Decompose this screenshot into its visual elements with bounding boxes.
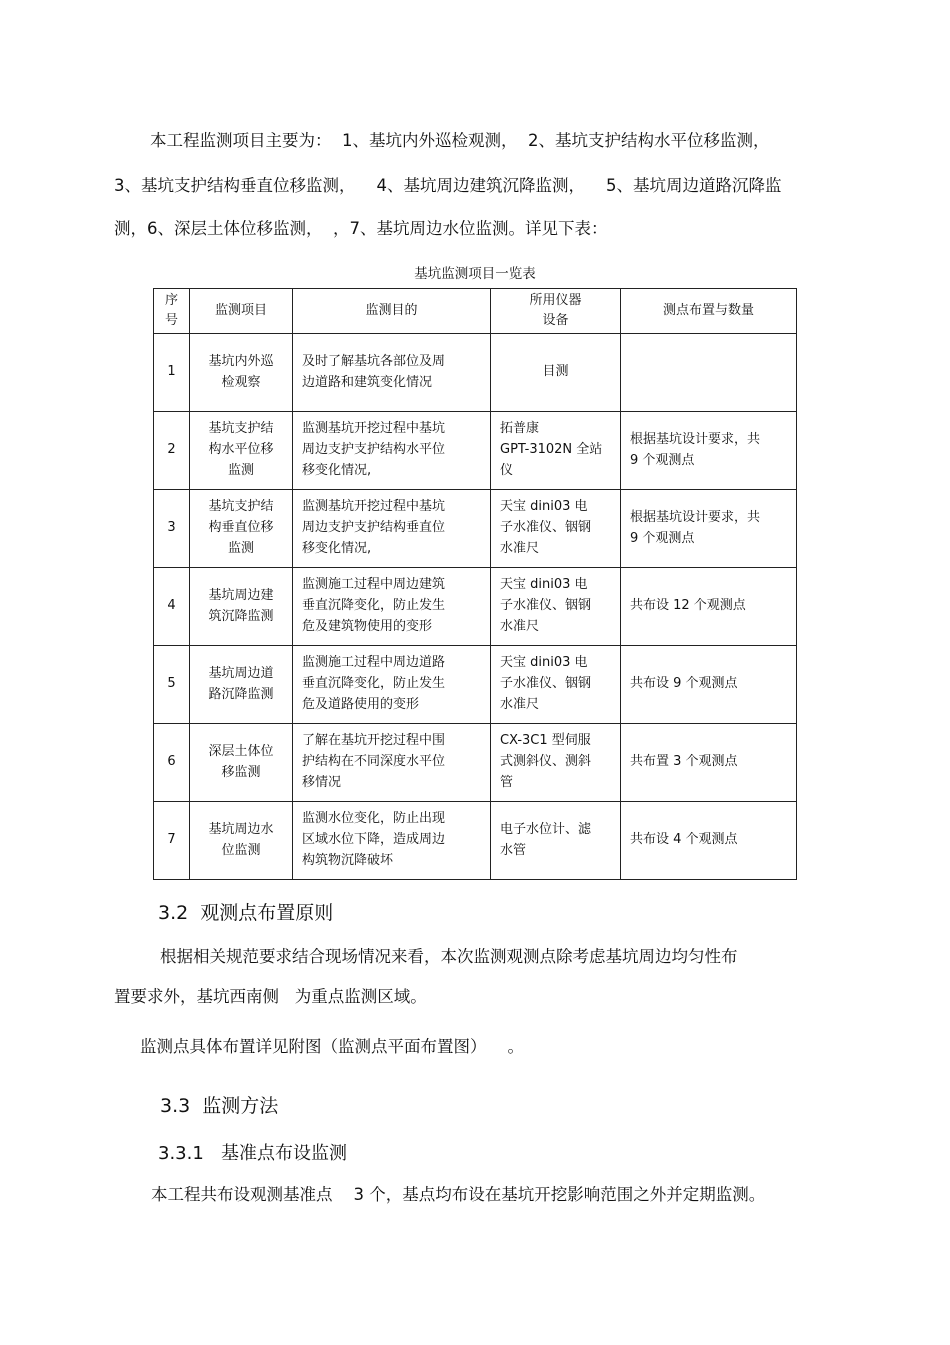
- cell-item: 基坑周边建 筑沉降监测: [190, 568, 293, 646]
- cell-instrument: 天宝 dini03 电 子水准仪、铟钢 水准尺: [491, 646, 621, 724]
- header-index: 序 号: [154, 289, 190, 334]
- monitoring-items-table: [153, 288, 797, 880]
- cell-instrument: 拓普康 GPT-3102N 全站 仪: [491, 412, 621, 490]
- cell-instrument: 天宝 dini03 电 子水准仪、铟钢 水准尺: [491, 568, 621, 646]
- cell-purpose: 监测基坑开挖过程中基坑 周边支护支护结构水平位 移变化情况,: [293, 412, 491, 490]
- cell-points: 共布设 12 个观测点: [621, 568, 797, 646]
- header-item: 监测项目: [190, 289, 293, 334]
- section-3-3-1-heading: 3.3.1 基准点布设监测: [158, 1143, 347, 1164]
- cell-index: 5: [154, 646, 190, 724]
- cell-points: 根据基坑设计要求，共 9 个观测点: [621, 490, 797, 568]
- cell-purpose: 及时了解基坑各部位及周 边道路和建筑变化情况: [293, 334, 491, 412]
- cell-item: 基坑内外巡 检观察: [190, 334, 293, 412]
- cell-item: 基坑周边道 路沉降监测: [190, 646, 293, 724]
- table-row: [154, 724, 797, 802]
- cell-instrument: 目测: [491, 334, 621, 412]
- section-3-3-heading: 3.3 监测方法: [160, 1095, 279, 1117]
- section-3-3-1-text: 本工程共布设观测基准点 3 个，基点均布设在基坑开挖影响范围之外并定期监测。: [151, 1185, 766, 1204]
- cell-points: 根据基坑设计要求，共 9 个观测点: [621, 412, 797, 490]
- cell-index: 6: [154, 724, 190, 802]
- table-row: [154, 334, 797, 412]
- cell-points: 共布置 3 个观测点: [621, 724, 797, 802]
- cell-item: 基坑支护结 构垂直位移 监测: [190, 490, 293, 568]
- cell-purpose: 监测施工过程中周边道路 垂直沉降变化，防止发生 危及道路使用的变形: [293, 646, 491, 724]
- intro-line-2: 3、基坑支护结构垂直位移监测， 4、基坑周边建筑沉降监测， 5、基坑周边道路沉降监: [114, 176, 782, 195]
- table-row: [154, 412, 797, 490]
- cell-purpose: 了解在基坑开挖过程中围 护结构在不同深度水平位 移情况: [293, 724, 491, 802]
- cell-purpose: 监测施工过程中周边建筑 垂直沉降变化，防止发生 危及建筑物使用的变形: [293, 568, 491, 646]
- cell-item: 基坑支护结 构水平位移 监测: [190, 412, 293, 490]
- layout-reference-text: 监测点具体布置详见附图（监测点平面布置图） 。: [140, 1037, 524, 1056]
- header-instrument: 所用仪器 设备: [491, 289, 621, 334]
- cell-index: 2: [154, 412, 190, 490]
- cell-index: 3: [154, 490, 190, 568]
- cell-instrument: CX-3C1 型伺服 式测斜仪、测斜 管: [491, 724, 621, 802]
- table-row: [154, 646, 797, 724]
- intro-line-3: 测，6、深层土体位移监测， ，7、基坑周边水位监测。详见下表：: [114, 219, 608, 238]
- cell-index: 1: [154, 334, 190, 412]
- cell-index: 7: [154, 802, 190, 880]
- cell-points: 共布设 4 个观测点: [621, 802, 797, 880]
- cell-points: 共布设 9 个观测点: [621, 646, 797, 724]
- table-caption: 基坑监测项目一览表: [414, 266, 536, 282]
- cell-index: 4: [154, 568, 190, 646]
- intro-line-1: 本工程监测项目主要为： 1、基坑内外巡检观测， 2、基坑支护结构水平位移监测，: [150, 131, 770, 150]
- cell-item: 基坑周边水 位监测: [190, 802, 293, 880]
- header-purpose: 监测目的: [293, 289, 491, 334]
- cell-purpose: 监测基坑开挖过程中基坑 周边支护支护结构垂直位 移变化情况,: [293, 490, 491, 568]
- section-3-2-line-2: 置要求外，基坑西南侧 为重点监测区域。: [114, 987, 427, 1006]
- table-row: [154, 802, 797, 880]
- cell-instrument: 天宝 dini03 电 子水准仪、铟钢 水准尺: [491, 490, 621, 568]
- cell-instrument: 电子水位计、滤 水管: [491, 802, 621, 880]
- table-header-row: [154, 289, 797, 334]
- table-row: [154, 490, 797, 568]
- table-row: [154, 568, 797, 646]
- header-points: 测点布置与数量: [621, 289, 797, 334]
- section-3-2-line-1: 根据相关规范要求结合现场情况来看，本次监测观测点除考虑基坑周边均匀性布: [160, 947, 738, 966]
- cell-points: [621, 334, 797, 412]
- cell-item: 深层土体位 移监测: [190, 724, 293, 802]
- section-3-2-heading: 3.2 观测点布置原则: [158, 902, 334, 924]
- cell-purpose: 监测水位变化，防止出现 区域水位下降，造成周边 构筑物沉降破坏: [293, 802, 491, 880]
